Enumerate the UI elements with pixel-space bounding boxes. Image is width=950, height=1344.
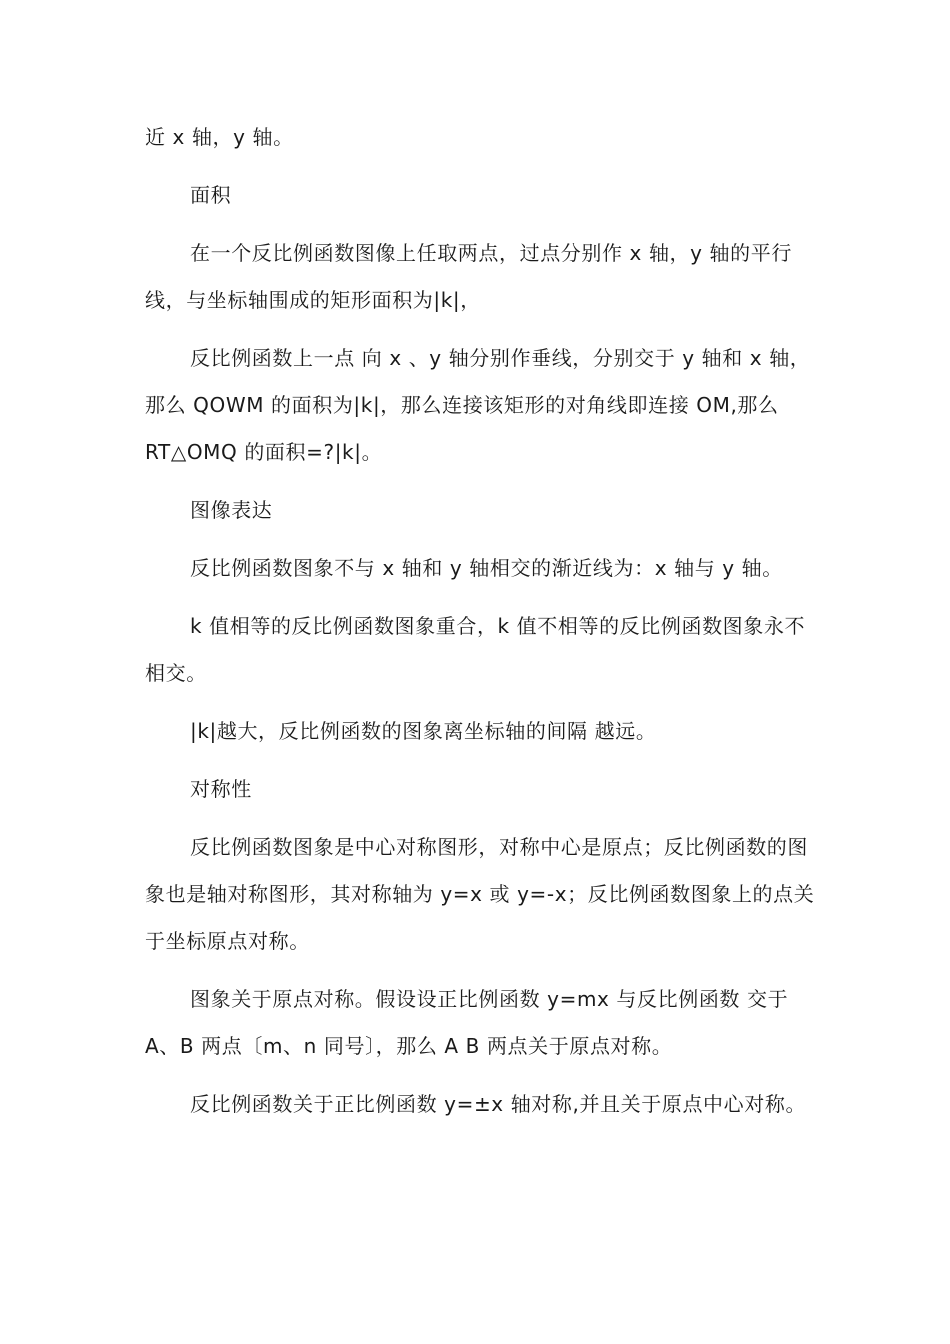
paragraph-asymptote: 反比例函数图象不与 x 轴和 y 轴相交的渐近线为：x 轴与 y 轴。 [190, 556, 783, 580]
paragraph-k-larger: |k|越大，反比例函数的图象离坐标轴的间隔 越远。 [190, 719, 657, 743]
section-heading-symmetry: 对称性 [190, 777, 252, 801]
section-heading-graph: 图像表达 [190, 498, 273, 522]
paragraph-continuation: 近 x 轴，y 轴。 [145, 125, 294, 149]
section-heading-area: 面积 [190, 183, 232, 207]
paragraph-k-equal: k 值相等的反比例函数图象重合，k 值不相等的反比例函数图象永不相交。 [145, 614, 806, 685]
document-body [145, 114, 815, 1139]
paragraph-axis-symmetry: 反比例函数关于正比例函数 y=±x 轴对称,并且关于原点中心对称。 [190, 1092, 807, 1116]
paragraph-symmetry-center: 反比例函数图象是中心对称图形，对称中心是原点；反比例函数的图象也是轴对称图形，其对称轴为 y=x 或 y=-x；反比例函数图象上的点关于坐标原点对称。 [145, 835, 815, 953]
paragraph-area-rectangle: 在一个反比例函数图像上任取两点，过点分别作 x 轴，y 轴的平行线，与坐标轴围成的矩形面积为|k|， [145, 241, 792, 312]
paragraph-origin-symmetry: 图象关于原点对称。假设设正比例函数 y=mx 与反比例函数 交于 A、B 两点〔m、n 同号〕，那么 A B 两点关于原点对称。 [145, 987, 789, 1058]
paragraph-perpendicular: 反比例函数上一点 向 x 、y 轴分别作垂线，分别交于 y 轴和 x 轴，那么 QOWM 的面积为|k|，那么连接该矩形的对角线即连接 OM,那么 RT△OMQ 的面积=?|k|。 [145, 346, 811, 464]
